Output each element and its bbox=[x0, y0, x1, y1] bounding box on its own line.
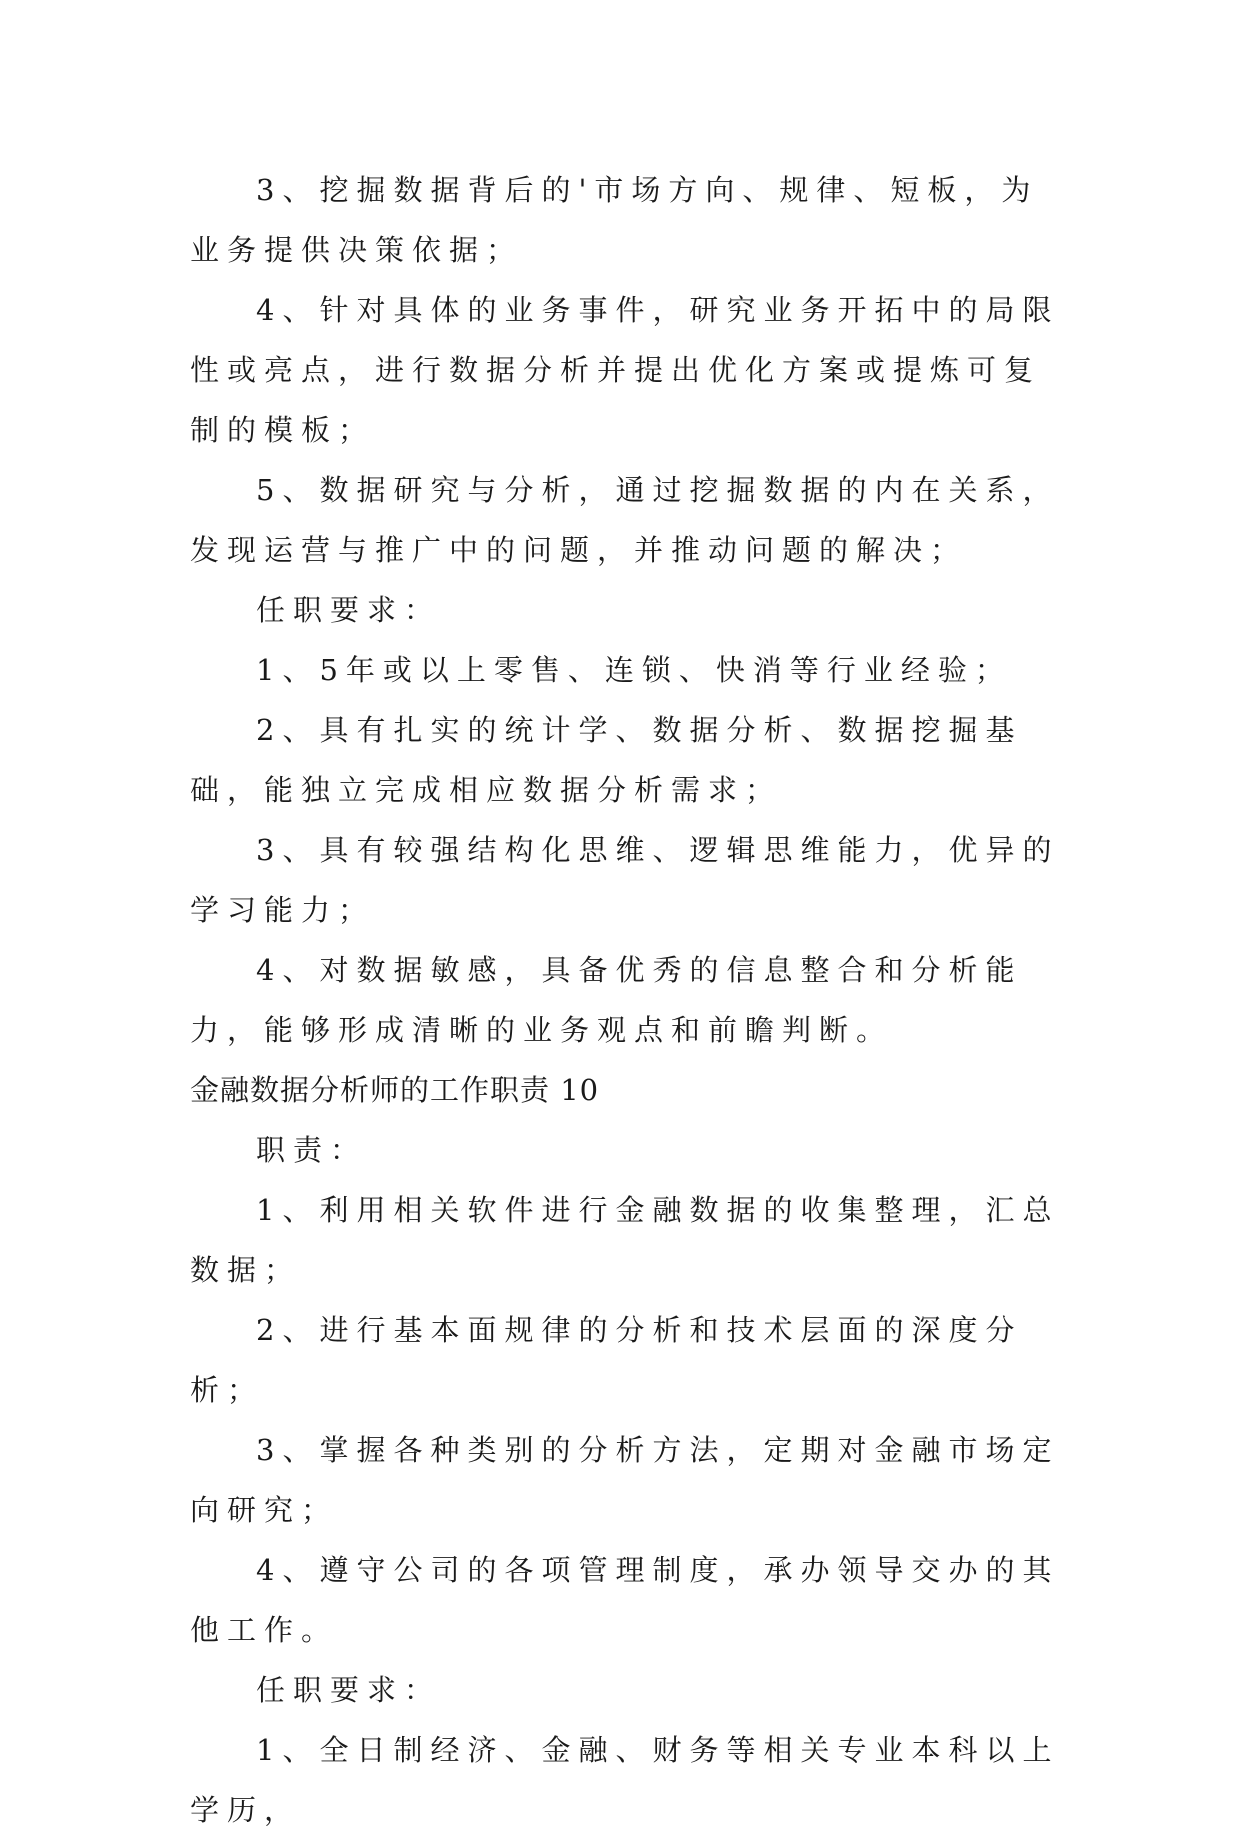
section-heading: 金融数据分析师的工作职责 10 bbox=[190, 1073, 600, 1107]
document-body bbox=[190, 160, 1060, 1840]
paragraph-duties-heading: 职责： bbox=[256, 1133, 368, 1167]
paragraph-duty-4b: 4、遵守公司的各项管理制度，承办领导交办的其他工作。 bbox=[190, 1553, 1060, 1647]
paragraph-requirement-1b: 1、全日制经济、金融、财务等相关专业本科以上学历， bbox=[190, 1733, 1060, 1827]
paragraph-requirements-heading: 任职要求： bbox=[256, 593, 442, 627]
paragraph-duty-4: 4、针对具体的业务事件，研究业务开拓中的局限性或亮点，进行数据分析并提出优化方案或提炼可复制的模板； bbox=[190, 293, 1060, 447]
paragraph-requirement-4: 4、对数据敏感，具备优秀的信息整合和分析能力，能够形成清晰的业务观点和前瞻判断。 bbox=[190, 953, 1023, 1047]
paragraph-duty-3: 3、挖掘数据背后的'市场方向、规律、短板，为业务提供决策依据； bbox=[190, 173, 1039, 267]
paragraph-duty-2: 2、进行基本面规律的分析和技术层面的深度分析； bbox=[190, 1313, 1023, 1407]
paragraph-duty-3b: 3、掌握各种类别的分析方法，定期对金融市场定向研究； bbox=[190, 1433, 1060, 1527]
paragraph-requirements-heading-2: 任职要求： bbox=[256, 1673, 442, 1707]
paragraph-requirement-2: 2、具有扎实的统计学、数据分析、数据挖掘基础，能独立完成相应数据分析需求； bbox=[190, 713, 1023, 807]
paragraph-duty-1: 1、利用相关软件进行金融数据的收集整理，汇总数据； bbox=[190, 1193, 1060, 1287]
paragraph-requirement-1: 1、5年或以上零售、连锁、快消等行业经验； bbox=[256, 653, 1012, 687]
paragraph-duty-5: 5、数据研究与分析，通过挖掘数据的内在关系，发现运营与推广中的问题，并推动问题的解决； bbox=[190, 473, 1060, 567]
paragraph-requirement-3: 3、具有较强结构化思维、逻辑思维能力，优异的学习能力； bbox=[190, 833, 1060, 927]
